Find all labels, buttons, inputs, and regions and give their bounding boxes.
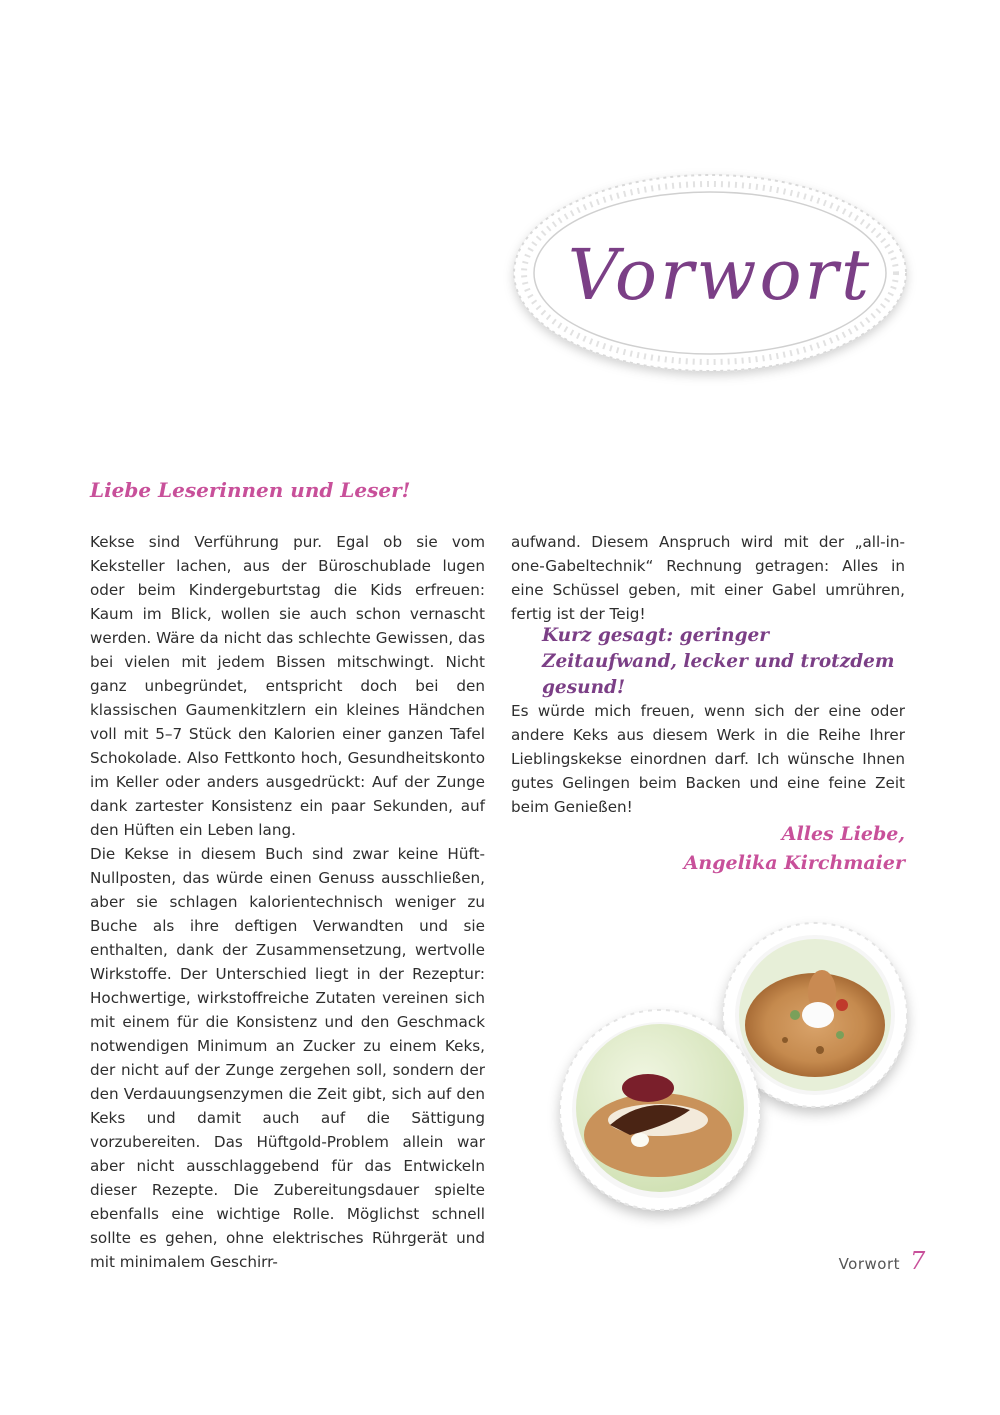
body-paragraph: aufwand. Diesem Anspruch wird mit der „all-in-one-Gabeltechnik“ Rechnung getragen: Alles in eine Schüssel geben, mit einer Gabel umrühren, fertig ist der Teig! xyxy=(511,533,905,623)
body-paragraph: Die Kekse in diesem Buch sind zwar keine Hüft-Nullposten, das würde einen Genuss ausschließen, aber sie schlagen kalorientechnisch weniger zu Buche als ihre deftigen Verwandten und sie enthalten, dank der Zusammensetzung, wertvolle Wirkstoffe. Der Unterschied liegt in der Rezeptur: Hochwertige, wirkstoffreiche Zutaten vereinen sich mit einem für die Konsistenz und den Geschmack notwendigen Minimum an Zucker zu einem Keks, der nicht auf der Zunge zergehen soll, sondern der den Verdauungsenzymen die Zeit gibt, sich auf den Keks und damit auch auf die Sättigung vorzubereiten. Das Hüftgold-Problem allein war aber nicht ausschlaggebend für das Entwickeln dieser Rezepte. Die Zubereitungsdauer spielte ebenfalls eine wichtige Rolle. Möglichst schnell sollte es gehen, ohne elektrisches Rührgerät und mit minimalem Geschirr- xyxy=(90,845,485,1271)
page-title: Vorwort xyxy=(567,234,873,316)
page-number: 7 xyxy=(910,1247,926,1275)
cookie-photos xyxy=(560,920,920,1220)
salutation-heading: Liebe Leserinnen und Leser! xyxy=(90,478,411,502)
cream-topping xyxy=(802,1002,834,1028)
running-footer: Vorwort xyxy=(838,1255,900,1273)
body-paragraph: Kekse sind Verführung pur. Egal ob sie vom Keksteller lachen, aus der Büroschublade lugen oder beim Kindergeburtstag die Kids erfreuen: Kaum im Blick, wollen sie auch schon vernascht werden. Wäre da nicht das schlechte Gewissen, das bei vielen mit jedem Bissen mitschwingt. Nicht ganz unbegründet, entspricht doch bei den klassischen Gaumenkitzlern ein kleines Händchen voll mit 5–7 Stück den Kalorien einer ganzen Tafel Schokolade. Also Fettkonto hoch, Gesundheitskonto im Keller oder anders ausgedrückt: Auf der Zunge dank zartester Konsistenz ein paar Sekunden, auf den Hüften ein Leben lang. xyxy=(90,533,485,839)
right-text-column-top xyxy=(511,530,905,626)
cookie-photo-doilies xyxy=(560,920,920,1220)
cranberry-topping xyxy=(622,1074,674,1102)
signoff xyxy=(600,820,905,878)
right-text-column-bottom xyxy=(511,699,905,819)
highlight-quote: Kurz gesagt: geringer Zeitaufwand, lecker und trotzdem gesund! xyxy=(542,625,895,698)
signoff-author: Angelika Kirchmaier xyxy=(683,852,905,874)
signoff-greeting: Alles Liebe, xyxy=(781,823,905,845)
title-doily xyxy=(508,170,912,380)
left-text-column xyxy=(90,530,485,1271)
body-paragraph: Es würde mich freuen, wenn sich der eine oder andere Keks aus diesem Werk in die Reihe Ihrer Lieblingskekse einordnen darf. Ich wünsche Ihnen gutes Gelingen beim Backen und eine feine Zeit beim Genießen! xyxy=(511,702,905,816)
